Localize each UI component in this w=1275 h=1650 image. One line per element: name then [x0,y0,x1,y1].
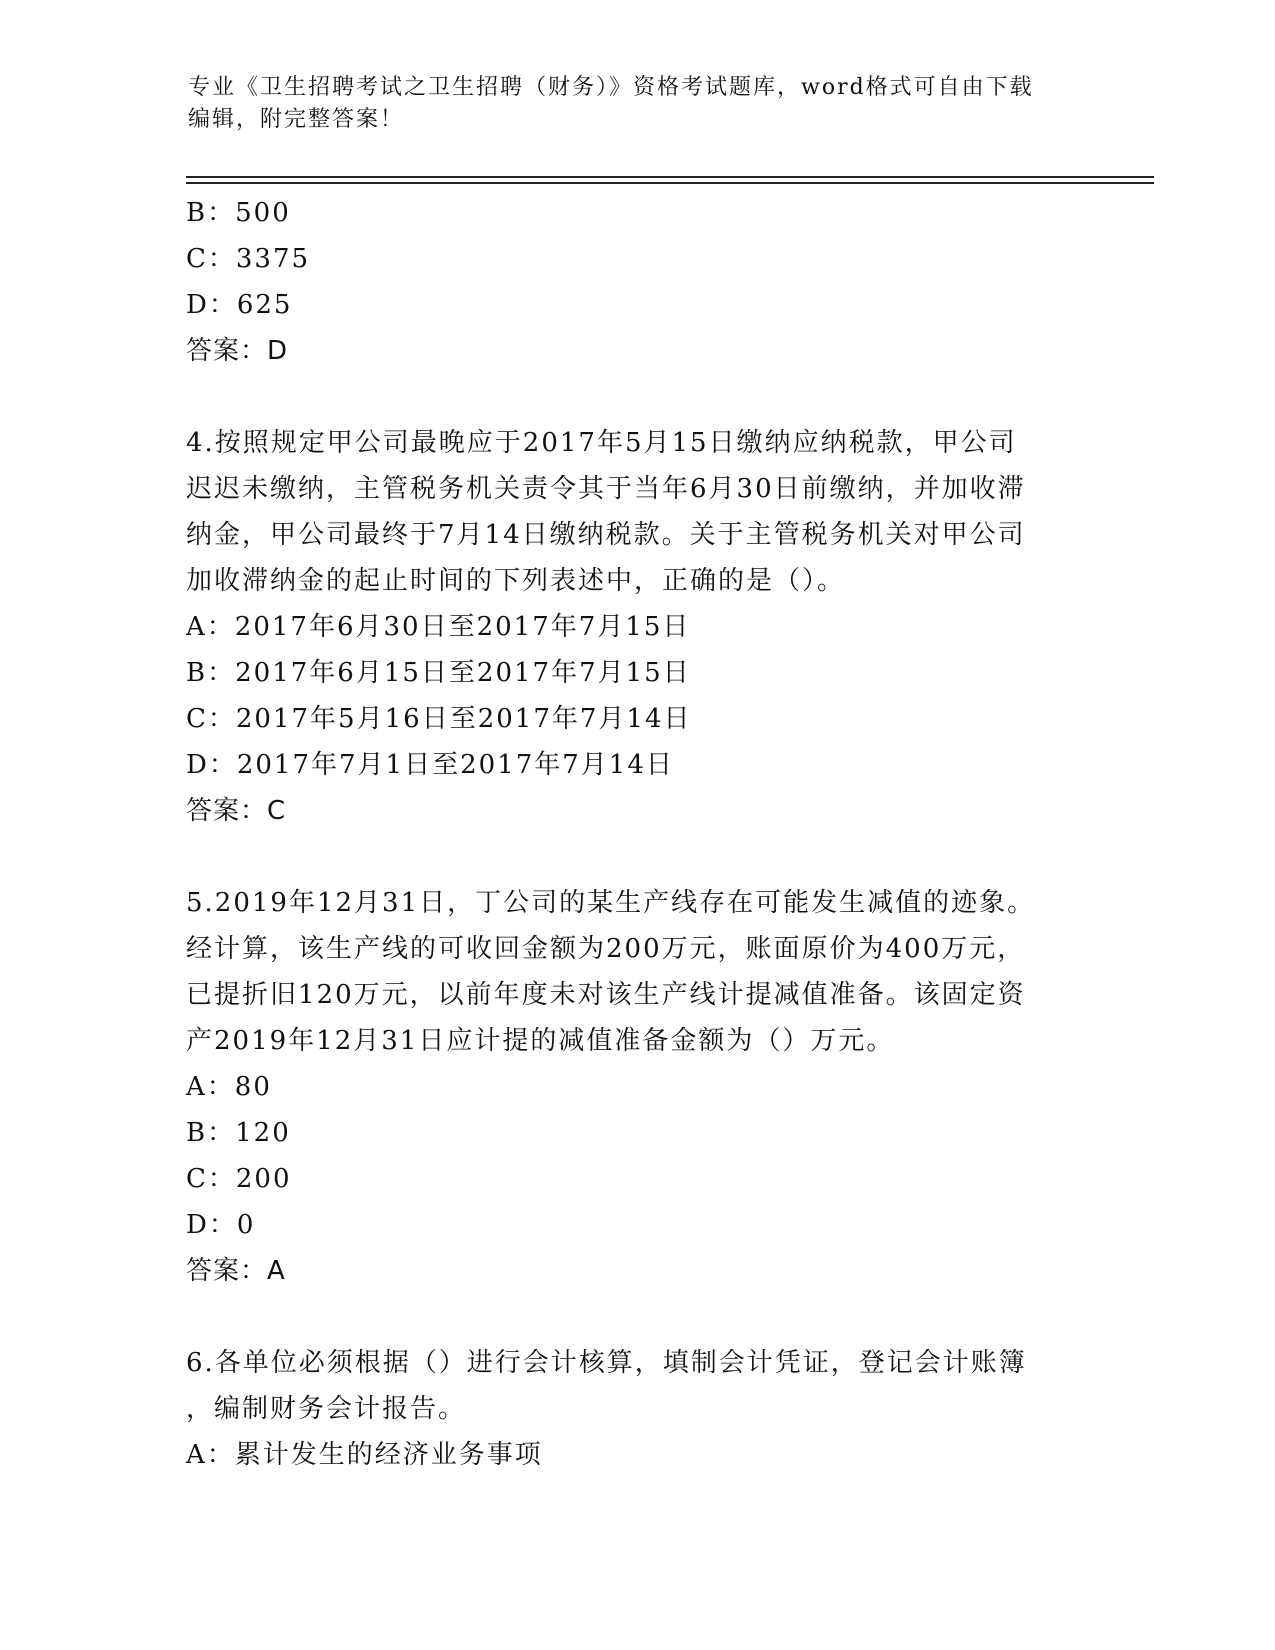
spacer [186,1294,1086,1340]
question-text-line: 纳金，甲公司最终于7月14日缴纳税款。关于主管税务机关对甲公司 [186,520,1026,550]
option-d: D：625 [186,290,293,320]
answer-line: 答案：C [186,796,287,826]
option-c: C：3375 [186,244,311,274]
header-divider-top [186,176,1154,178]
option-c: C：200 [186,1164,292,1194]
option-b: B：500 [186,198,291,228]
question-text-line: 5.2019年12月31日，丁公司的某生产线存在可能发生减值的迹象。 [186,888,1036,918]
question-text-line: 已提折旧120万元，以前年度未对该生产线计提减值准备。该固定资 [186,980,1026,1010]
question-4 [186,420,1086,834]
option-a: A：2017年6月30日至2017年7月15日 [186,612,691,642]
question-6 [186,1340,1086,1478]
question-text-line: 加收滞纳金的起止时间的下列表述中，正确的是（）。 [186,566,846,596]
document-header [188,72,1088,136]
answer-line: 答案：A [186,1256,286,1286]
question-text-line: 经计算，该生产线的可收回金额为200万元，账面原价为400万元， [186,934,1026,964]
option-c: C：2017年5月16日至2017年7月14日 [186,704,692,734]
question-content [186,190,1086,1478]
answer-line: 答案：D [186,336,289,366]
question-text-line: 6.各单位必须根据（）进行会计核算，填制会计凭证，登记会计账簿 [186,1348,1027,1378]
option-d: D：2017年7月1日至2017年7月14日 [186,750,674,780]
header-divider-bottom [186,182,1154,184]
question-text-line: 4.按照规定甲公司最晚应于2017年5月15日缴纳应纳税款，甲公司 [186,428,1017,458]
spacer [186,834,1086,880]
option-a: A：累计发生的经济业务事项 [186,1440,543,1470]
option-a: A：80 [186,1072,272,1102]
question-5 [186,880,1086,1294]
question-text-line: 迟迟未缴纳，主管税务机关责令其于当年6月30日前缴纳，并加收滞 [186,474,1026,504]
question-text-line: 产2019年12月31日应计提的减值准备金额为（）万元。 [186,1026,895,1056]
option-b: B：2017年6月15日至2017年7月15日 [186,658,691,688]
option-b: B：120 [186,1118,291,1148]
question-text-line: ，编制财务会计报告。 [186,1394,467,1424]
header-line-2: 编辑，附完整答案！ [188,107,405,132]
spacer [186,374,1086,420]
option-d: D：0 [186,1210,256,1240]
question-3 [186,190,1086,374]
header-line-1: 专业《卫生招聘考试之卫生招聘（财务）》资格考试题库，word格式可自由下载 [188,75,1034,100]
